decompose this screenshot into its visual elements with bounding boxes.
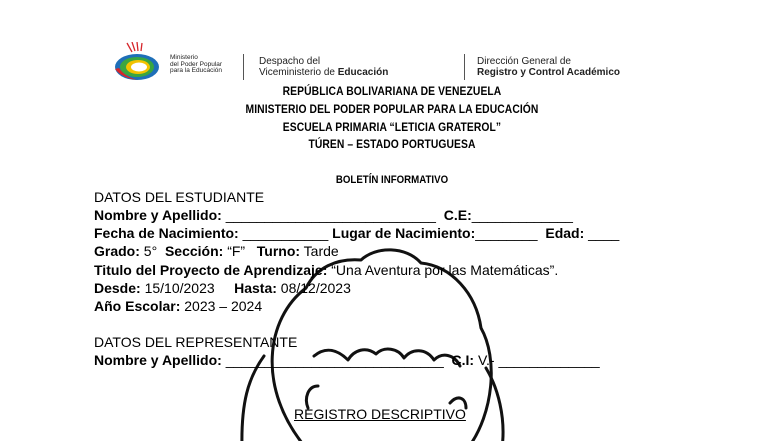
school-year-value: 2023 – 2024 bbox=[180, 298, 263, 314]
direccion-text: Dirección General de Registro y Control Académico bbox=[477, 56, 620, 78]
school-heading: ESCUELA PRIMARIA “LETICIA GRATEROL” bbox=[282, 120, 502, 134]
student-name-label: Nombre y Apellido: bbox=[94, 207, 222, 223]
period-row bbox=[94, 280, 351, 296]
school-year-label: Año Escolar: bbox=[94, 298, 181, 314]
letterhead bbox=[108, 40, 688, 84]
birth-row bbox=[94, 225, 619, 241]
project-row bbox=[94, 262, 558, 278]
student-name-blank[interactable]: ___________________________ bbox=[221, 207, 444, 223]
representative-section-title: DATOS DEL REPRESENTANTE bbox=[94, 334, 298, 350]
letterhead-divider bbox=[243, 54, 244, 80]
age-label: Edad: bbox=[545, 225, 585, 241]
to-label: Hasta: bbox=[234, 280, 277, 296]
location-heading: TÚREN – ESTADO PORTUGUESA bbox=[308, 137, 476, 151]
project-value: “Una Aventura por las Matemáticas”. bbox=[327, 262, 559, 278]
project-label: Titulo del Proyecto de Aprendizaje: bbox=[94, 262, 328, 278]
letterhead-divider bbox=[464, 54, 465, 80]
age-blank[interactable]: ____ bbox=[584, 225, 620, 241]
despacho-text: Despacho del Viceministerio de Educación bbox=[259, 56, 389, 78]
from-value: 15/10/2023 bbox=[140, 280, 235, 296]
ministry-logo-icon bbox=[110, 42, 168, 82]
representative-ci-prefix: V.- bbox=[474, 352, 499, 368]
student-name-row bbox=[94, 207, 573, 223]
grade-label: Grado: bbox=[94, 243, 140, 259]
shift-value: Tarde bbox=[300, 243, 339, 259]
registro-descriptivo-heading: REGISTRO DESCRIPTIVO bbox=[294, 406, 466, 422]
shift-label: Turno: bbox=[256, 243, 301, 259]
representative-ci-label: C.I: bbox=[451, 352, 475, 368]
grade-value: 5° bbox=[139, 243, 165, 259]
ministry-heading: MINISTERIO DEL PODER POPULAR PARA LA EDUCACIÓN bbox=[245, 102, 539, 116]
country-heading: REPÚBLICA BOLIVARIANA DE VENEZUELA bbox=[282, 84, 502, 98]
birthdate-label: Fecha de Nacimiento: bbox=[94, 225, 239, 241]
representative-name-label: Nombre y Apellido: bbox=[94, 352, 222, 368]
to-value: 08/12/2023 bbox=[276, 280, 351, 296]
from-label: Desde: bbox=[94, 280, 141, 296]
section-label: Sección: bbox=[164, 243, 224, 259]
student-ce-label: C.E: bbox=[443, 207, 472, 223]
school-year-row bbox=[94, 298, 262, 314]
representative-name-row bbox=[94, 352, 600, 368]
birthplace-blank[interactable]: ________ bbox=[475, 225, 546, 241]
document-title: BOLETÍN INFORMATIVO bbox=[335, 174, 449, 186]
birthplace-label: Lugar de Nacimiento: bbox=[332, 225, 476, 241]
section-value: “F” bbox=[223, 243, 257, 259]
representative-ci-blank[interactable]: _____________ bbox=[498, 352, 600, 368]
student-section-title: DATOS DEL ESTUDIANTE bbox=[94, 189, 265, 205]
representative-name-blank[interactable]: ____________________________ bbox=[221, 352, 452, 368]
birthdate-blank[interactable]: ___________ bbox=[238, 225, 333, 241]
grade-row bbox=[94, 243, 339, 259]
ministry-name: Ministerio del Poder Popular para la Educación bbox=[170, 54, 223, 75]
student-ce-blank[interactable]: _____________ bbox=[471, 207, 573, 223]
